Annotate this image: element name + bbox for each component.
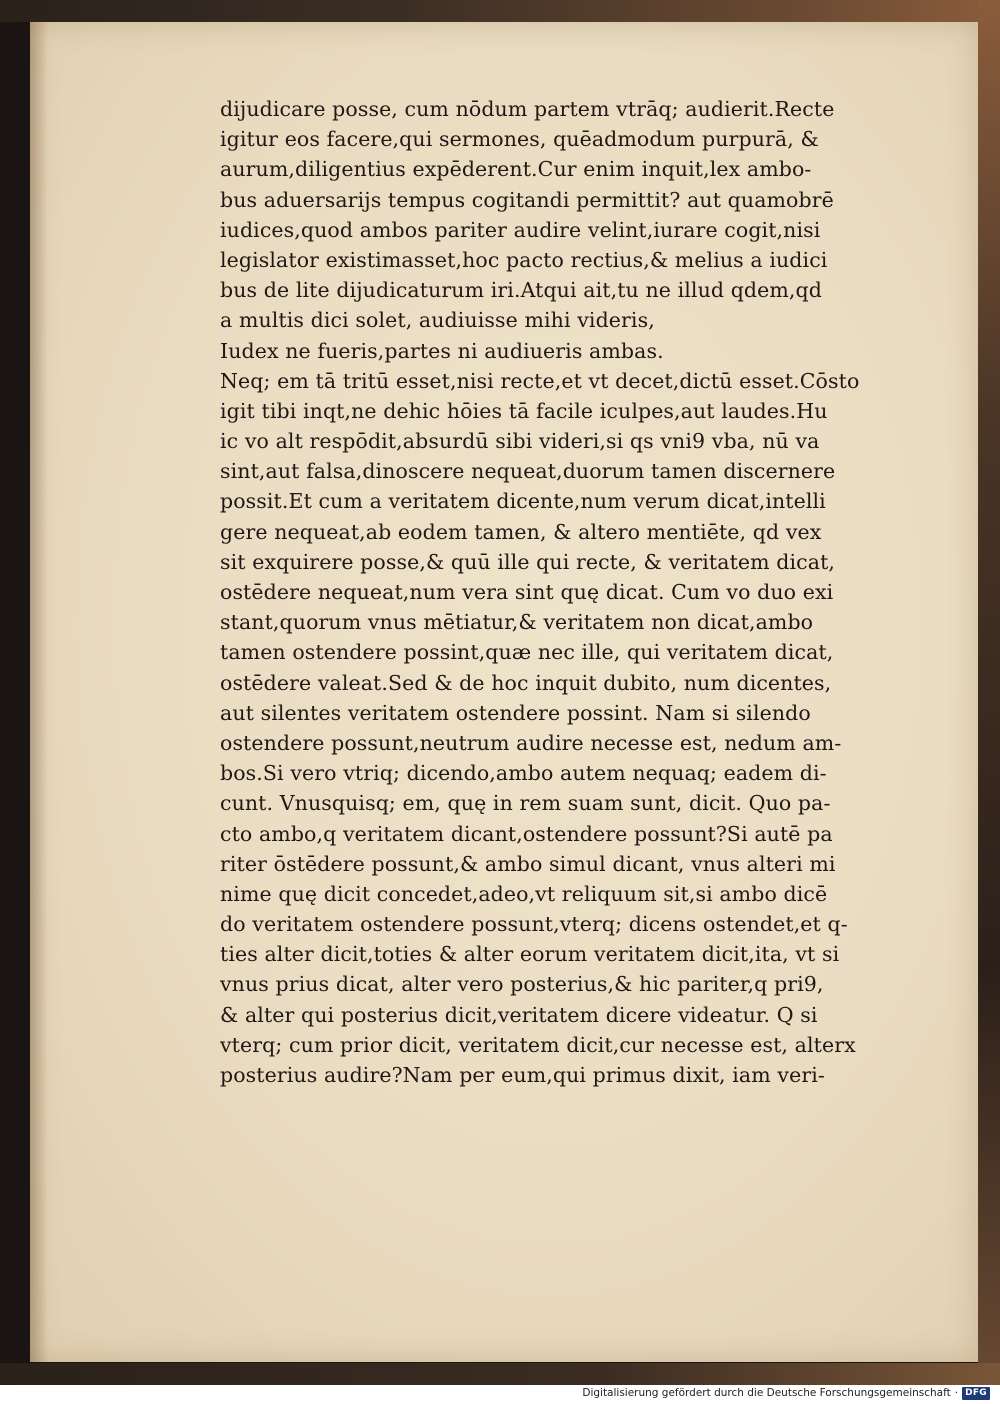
text-line: nime quę dicit concedet,adeo,vt reliquum sit,si ambo dicē (220, 881, 828, 906)
text-line: posterius audire?Nam per eum,qui primus dixit, iam veri- (220, 1063, 825, 1087)
text-line: iudices,quod ambos pariter audire velint,iurare cogit,nisi (220, 217, 821, 242)
footer-credit (582, 1385, 990, 1401)
text-line: cto ambo,q veritatem dicant,ostendere possunt?Si autē pa (220, 821, 833, 846)
text-block (220, 94, 930, 1090)
text-line: bus de lite dijudicaturum iri.Atqui ait,tu ne illud qdem,qd (220, 278, 822, 303)
text-line: stant,quorum vnus mētiatur,& veritatem non dicat,ambo (220, 610, 814, 635)
text-line: Neq; em tā tritū esset,nisi recte,et vt decet,dictū esset.Cōsto (220, 368, 860, 393)
text-line: ostendere possunt,neutrum audire necesse est, nedum am- (220, 730, 842, 755)
text-line: bos.Si vero vtriq; dicendo,ambo autem nequaq; eadem di- (220, 761, 827, 786)
text-line: vterq; cum prior dicit, veritatem dicit,cur necesse est, alterx (220, 1032, 856, 1057)
text-line: sint,aut falsa,dinoscere nequeat,duorum tamen discernere (220, 459, 836, 484)
text-line: igitur eos facere,qui sermones, quēadmodum purpurā, & (220, 127, 819, 152)
text-line: sit exquirere posse,& quū ille qui recte, & veritatem dicat, (220, 549, 836, 574)
text-line: cunt. Vnusquisq; em, quę in rem suam sunt, dicit. Quo pa- (220, 791, 831, 816)
book-edge-right (978, 0, 1000, 1385)
text-line: ic vo alt respōdit,absurdū sibi videri,si qs vni9 vba, nū va (220, 429, 820, 454)
page-gutter-shade (30, 22, 48, 1362)
text-line: Iudex ne fueris,partes ni audiueris ambas. (220, 338, 664, 363)
text-line: vnus prius dicat, alter vero posterius,& hic pariter,q pri9, (220, 972, 824, 997)
text-line: igit tibi inqt,ne dehic hōies tā facile iculpes,aut laudes.Hu (220, 398, 828, 423)
dfg-logo-icon: DFG (962, 1387, 990, 1400)
credit-text: Digitalisierung gefördert durch die Deutsche Forschungsgemeinschaft (582, 1387, 951, 1399)
book-edge-bottom (0, 1363, 1000, 1385)
text-line: riter ōstēdere possunt,& ambo simul dicant, vnus alteri mi (220, 851, 836, 876)
text-line: a multis dici solet, audiuisse mihi videris, (220, 308, 655, 333)
text-line: possit.Et cum a veritatem dicente,num verum dicat,intelli (220, 489, 826, 514)
book-page (30, 22, 978, 1362)
text-line: aut silentes veritatem ostendere possint. Nam si silendo (220, 700, 811, 725)
book-edge-top (0, 0, 1000, 22)
text-line: & alter qui posterius dicit,veritatem dicere videatur. Q si (220, 1002, 818, 1027)
text-line: ostēdere valeat.Sed & de hoc inquit dubito, num dicentes, (220, 670, 832, 695)
text-line: tamen ostendere possint,quæ nec ille, qui veritatem dicat, (220, 640, 834, 665)
text-line: do veritatem ostendere possunt,vterq; dicens ostendet,et q- (220, 912, 848, 937)
text-line: bus aduersarijs tempus cogitandi permittit? aut quamobrē (220, 187, 834, 212)
text-line: ostēdere nequeat,num vera sint quę dicat. Cum vo duo exi (220, 580, 834, 604)
text-line: gere nequeat,ab eodem tamen, & altero mentiēte, qd vex (220, 519, 822, 544)
text-line: dijudicare posse, cum nōdum partem vtrāq; audierit.Recte (220, 97, 835, 121)
credit-separator: · (954, 1387, 959, 1399)
text-line: legislator existimasset,hoc pacto rectius,& melius a iudici (220, 247, 828, 272)
text-line: aurum,diligentius expēderent.Cur enim inquit,lex ambo- (220, 157, 812, 182)
text-line: ties alter dicit,toties & alter eorum veritatem dicit,ita, vt si (220, 942, 840, 967)
